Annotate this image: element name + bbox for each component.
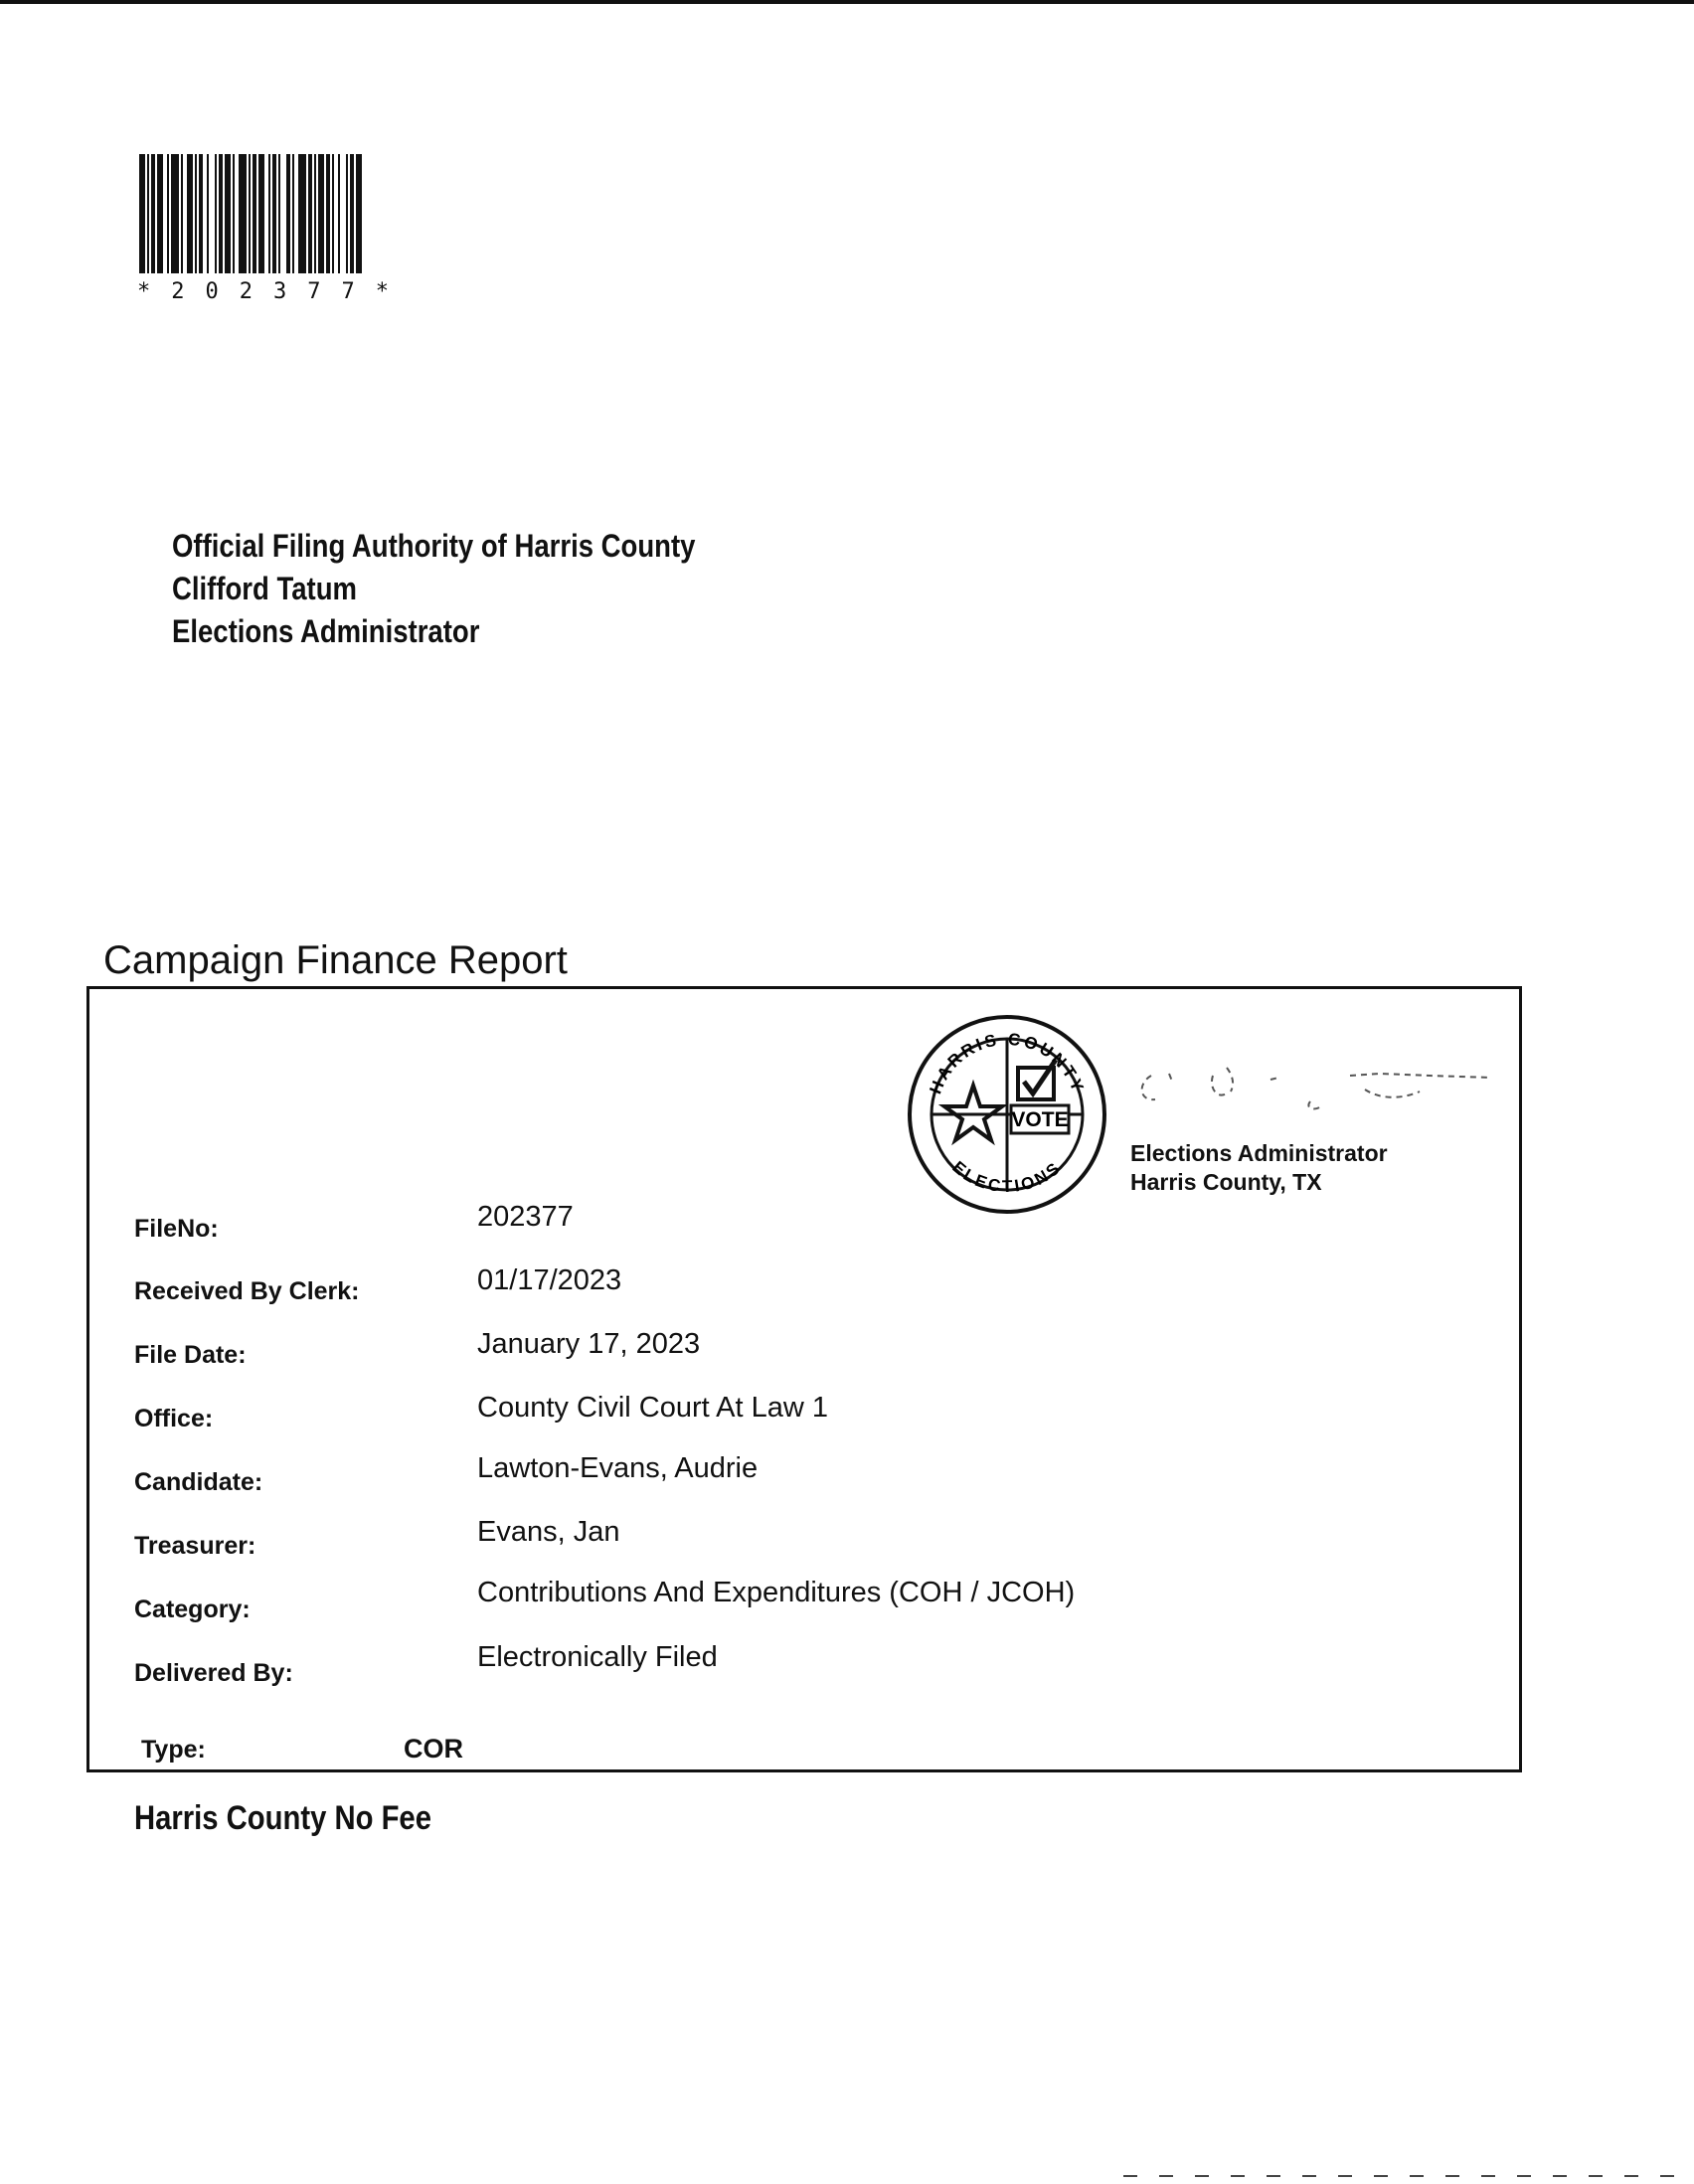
barcode-bar xyxy=(249,154,251,273)
authority-line-2: Clifford Tatum xyxy=(172,571,357,606)
report-title: Campaign Finance Report xyxy=(103,938,568,982)
barcode-bar xyxy=(332,154,334,273)
barcode-bars xyxy=(137,154,467,273)
barcode-bar xyxy=(292,154,294,273)
field-label-file-date: File Date: xyxy=(134,1341,247,1369)
barcode-bar xyxy=(346,154,348,273)
seal-top-text: HARRIS COUNTY xyxy=(926,1029,1089,1097)
elections-admin-stamp xyxy=(1130,1139,1388,1197)
barcode-bar xyxy=(272,154,276,273)
filing-authority-block xyxy=(172,525,695,653)
field-label-candidate: Candidate: xyxy=(134,1468,263,1496)
barcode-bar xyxy=(350,154,354,273)
seal-graphic xyxy=(900,1012,1114,1217)
barcode-bar xyxy=(258,154,264,273)
barcode-bar xyxy=(157,154,163,273)
stamp-line-2: Harris County, TX xyxy=(1130,1169,1322,1195)
barcode-bar xyxy=(187,154,193,273)
barcode-bar xyxy=(338,154,340,273)
field-value-office: County Civil Court At Law 1 xyxy=(477,1392,828,1424)
top-edge-rule xyxy=(0,0,1694,4)
field-value-fileno: 202377 xyxy=(477,1201,574,1233)
signature-mark xyxy=(1131,1054,1499,1123)
barcode-bar xyxy=(286,154,290,273)
field-label-received-by-clerk: Received By Clerk: xyxy=(134,1277,360,1305)
barcode-bar xyxy=(181,154,183,273)
barcode-bar xyxy=(147,154,149,273)
barcode-bar xyxy=(298,154,306,273)
barcode-bar xyxy=(219,154,223,273)
barcode-bar xyxy=(318,154,324,273)
type-label: Type: xyxy=(141,1736,206,1764)
barcode-bar xyxy=(239,154,247,273)
barcode-bar xyxy=(151,154,155,273)
barcode-bar xyxy=(215,154,217,273)
field-value-candidate: Lawton-Evans, Audrie xyxy=(477,1452,759,1484)
barcode-number: *202377* xyxy=(137,279,410,304)
field-label-category: Category: xyxy=(134,1596,251,1623)
field-value-treasurer: Evans, Jan xyxy=(477,1516,620,1548)
barcode-bar xyxy=(268,154,270,273)
barcode-bar xyxy=(225,154,231,273)
barcode-bar xyxy=(356,154,362,273)
field-label-fileno: FileNo: xyxy=(134,1215,219,1243)
barcode-bar xyxy=(278,154,280,273)
stamp-line-1: Elections Administrator xyxy=(1130,1140,1388,1166)
barcode-bar xyxy=(139,154,145,273)
seal-bottom-text: ELECTIONS xyxy=(948,1157,1066,1197)
field-label-office: Office: xyxy=(134,1405,214,1432)
barcode-bar xyxy=(195,154,197,273)
barcode-bar xyxy=(167,154,169,273)
field-value-delivered-by: Electronically Filed xyxy=(477,1641,718,1673)
field-label-treasurer: Treasurer: xyxy=(134,1532,256,1560)
barcode-bar xyxy=(308,154,312,273)
barcode xyxy=(137,154,467,304)
barcode-bar xyxy=(171,154,179,273)
field-value-file-date: January 17, 2023 xyxy=(477,1328,701,1360)
field-value-received-by-clerk: 01/17/2023 xyxy=(477,1264,622,1296)
field-value-category: Contributions And Expenditures (COH / JCOH) xyxy=(477,1577,1076,1608)
fee-note: Harris County No Fee xyxy=(134,1799,431,1837)
vote-text: VOTE xyxy=(1011,1108,1069,1131)
harris-county-elections-seal xyxy=(900,1012,1114,1217)
authority-line-1: Official Filing Authority of Harris County xyxy=(172,528,696,564)
field-label-delivered-by: Delivered By: xyxy=(134,1659,293,1687)
scan-edge-marks xyxy=(1123,2173,1680,2179)
authority-line-3: Elections Administrator xyxy=(172,613,480,649)
type-value: COR xyxy=(404,1734,463,1764)
barcode-bar xyxy=(314,154,316,273)
barcode-bar xyxy=(207,154,209,273)
barcode-bar xyxy=(326,154,330,273)
barcode-bar xyxy=(253,154,256,273)
barcode-bar xyxy=(233,154,235,273)
barcode-bar xyxy=(199,154,203,273)
